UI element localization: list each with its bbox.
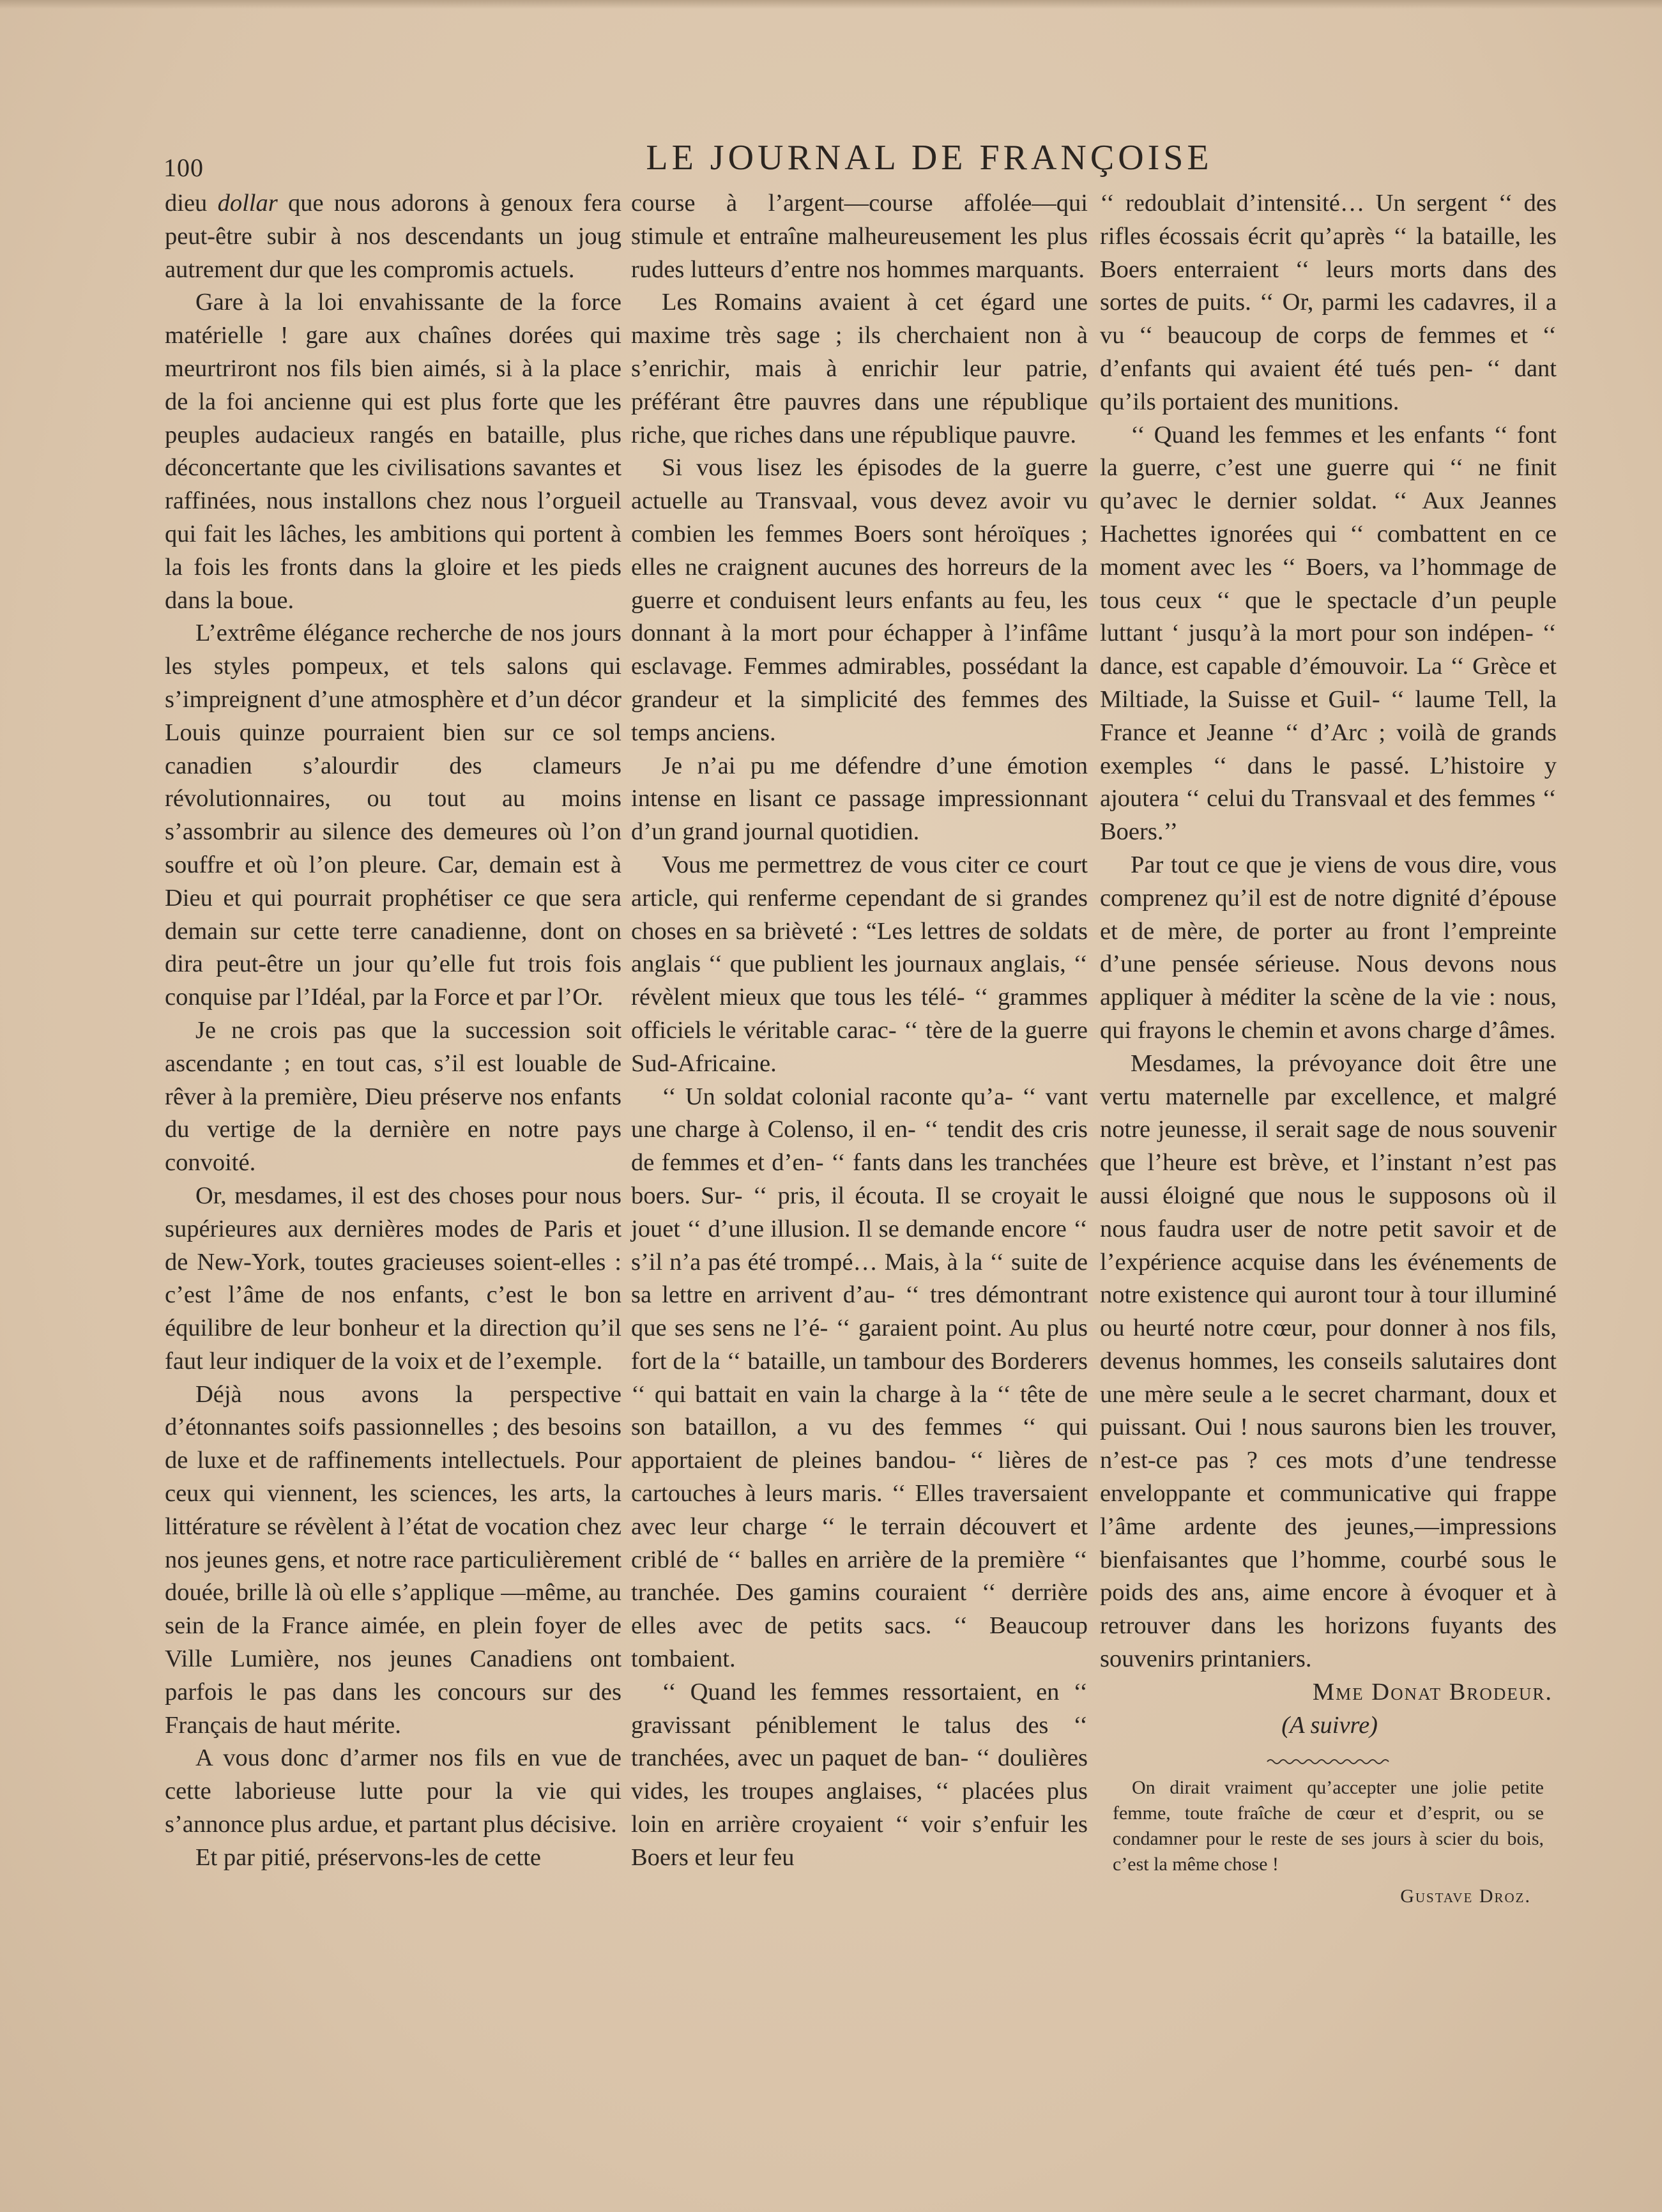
paragraph: Par tout ce que je viens de vous dire, vous comprenez qu’il est de notre dignité d’épouse et de mère, de porter au front l’empreinte d’une pensée sérieuse. Nous devons nous appliquer à méditer la scène de la vie : nous, qui frayons le chemin et avons charge d’âmes.: [1100, 851, 1557, 1044]
paragraph: Si vous lisez les épisodes de la guerre actuelle au Transvaal, vous devez avoir vu combien les femmes Boers sont héroïques ; elles ne craignent aucunes des horreurs de la guerre et conduisent leurs enfants au feu, les donnant à la mort pour échapper à l’infâme esclavage. Femmes admirables, possédant la grandeur et la simplicité des femmes des temps anciens.: [631, 454, 1088, 746]
quoted-paragraph: ‘‘ Quand les femmes et les enfants ‘‘ font la guerre, c’est une guerre qui ‘‘ ne finit qu’avec le dernier soldat. ‘‘ Aux Jeannes Hachettes ignorées qui ‘‘ combattent en ce moment avec les ‘‘ Boers, va l’hommage de tous ceux ‘‘ que le spectacle d’un peuple luttant ‘ jusqu’à la mort pour son indépen- ‘‘ dance, est capable d’émouvoir. La ‘‘ Grèce et Miltiade, la Suisse et Guil- ‘‘ laume Tell, la France et Jeanne ‘‘ d’Arc ; voilà de grands exemples ‘‘ dans le passé. L’histoire y ajoutera ‘‘ celui du Transvaal et des femmes ‘‘ Boers.’’: [1100, 421, 1557, 846]
paragraph: Je ne crois pas que la succession soit ascendante ; en tout cas, s’il est louable de rêver à la première, Dieu préserve nos enfants du vertige de la dernière en notre pays convoité.: [165, 1016, 621, 1177]
text-run: que nous adorons à genoux fera peut-être subir à nos descendants un joug autrement dur que les compromis actuels.: [165, 190, 621, 283]
quoted-paragraph: ‘‘ redoublait d’intensité… Un sergent ‘‘ des rifles écossais écrit qu’après ‘‘ la bataille, les Boers enterraient ‘‘ leurs morts dans des sortes de puits. ‘‘ Or, parmi les cadavres, il a vu ‘‘ beaucoup de corps de femmes et ‘‘ d’enfants qui avaient été tués pen- ‘‘ dant qu’ils portaient des munitions.: [1100, 190, 1557, 415]
paragraph: Je n’ai pu me défendre d’une émotion intense en lisant ce passage impressionnant d’un grand journal quotidien.: [631, 752, 1088, 846]
ornament-divider: [1266, 1757, 1394, 1766]
journal-title: LE JOURNAL DE FRANÇOISE: [646, 138, 1213, 178]
to-be-continued: (A suivre): [1281, 1711, 1378, 1739]
epigram-quote: [1100, 1775, 1557, 1877]
paragraph: Déjà nous avons la perspective d’étonnantes soifs passionnelles ; des besoins de luxe et de raffinements intellectuels. Pour ceux qui viennent, les sciences, les arts, la littérature se révèlent à l’état de vocation chez nos jeunes gens, et notre race particulièrement douée, brille là où elle s’applique —même, au sein de la France aimée, en plein foyer de Ville Lumière, nos jeunes Canadiens ont parfois le pas dans les concours sur des Français de haut mérite.: [165, 1380, 621, 1739]
quoted-paragraph: ‘‘ Un soldat colonial raconte qu’a- ‘‘ vant une charge à Colenso, il en- ‘‘ tendit des cris de femmes et d’en- ‘‘ fants dans les tranchées boers. Sur- ‘‘ pris, il écouta. Il se croyait le jouet ‘‘ d’une illusion. Il se demande encore ‘‘ s’il n’a pas été trompé… Mais, à la ‘‘ suite de sa lettre en arrivent d’au- ‘‘ tres démontrant que ses sens ne l’é- ‘‘ garaient point. Au plus fort de la ‘‘ bataille, un tambour des Borderers ‘‘ qui battait en vain la charge à la ‘‘ tête de son bataillon, a vu des femmes ‘‘ qui apportaient de pleines bandou- ‘‘ lières de cartouches à leurs maris. ‘‘ Elles traversaient avec leur charge ‘‘ le terrain découvert et criblé de ‘‘ balles en arrière de la première ‘‘ tranchée. Des gamins couraient ‘‘ derrière elles avec de petits sacs. ‘‘ Beaucoup tombaient.: [631, 1083, 1088, 1673]
page-top-edge: [0, 0, 1662, 9]
text-column-3: [1100, 187, 1557, 1913]
quoted-paragraph: ‘‘ Quand les femmes ressortaient, en ‘‘ gravissant péniblement le talus des ‘‘ tranchées, avec un paquet de ban- ‘‘ doulières vides, les troupes anglaises, ‘‘ placées plus loin en arrière croyaient ‘‘ voir s’enfuir les Boers et leur feu: [631, 1678, 1088, 1871]
running-header: [160, 137, 1533, 182]
paragraph: Les Romains avaient à cet égard une maxime très sage ; ils cherchaient non à s’enrichir, mais à enrichir leur patrie, préférant être pauvres dans une république riche, que riches dans une république pauvre.: [631, 289, 1088, 448]
paragraph: course à l’argent—course affolée—qui stimule et entraîne malheureusement les plus rudes lutteurs d’entre nos hommes marquants.: [631, 190, 1088, 283]
author-signature: Mme Donat Brodeur.: [1312, 1678, 1553, 1705]
text-run: dieu: [165, 190, 218, 217]
paragraph: A vous donc d’armer nos fils en vue de cette laborieuse lutte pour la vie qui s’annonce plus ardue, et partant plus décisive.: [165, 1744, 621, 1838]
paragraph: Or, mesdames, il est des choses pour nous supérieures aux dernières modes de Paris et de New-York, toutes gracieuses soient-elles : c’est l’âme de nos enfants, c’est le bon équilibre de leur bonheur et la direction qu’il faut leur indiquer de la voix et de l’exemple.: [165, 1182, 621, 1375]
paragraph: Vous me permettrez de vous citer ce court article, qui renferme cependant de si grandes choses en sa brièveté : “Les lettres de soldats anglais ‘‘ que publient les journaux anglais, ‘‘ révèlent mieux que tous les télé- ‘‘ grammes officiels le véritable carac- ‘‘ tère de la guerre Sud-Africaine.: [631, 851, 1088, 1077]
paragraph: Gare à la loi envahissante de la force matérielle ! gare aux chaînes dorées qui meurtriront nos fils bien aimés, si à la place de la foi ancienne qui est plus forte que les peuples audacieux rangés en bataille, plus déconcertante que les civilisations savantes et raffinées, nous installons chez nous l’orgueil qui fait les lâches, les ambitions qui portent à la fois les fronts dans la gloire et les pieds dans la boue.: [165, 289, 621, 614]
epigram-author: Gustave Droz.: [1400, 1886, 1531, 1907]
epigram-text: On dirait vraiment qu’accepter une jolie petite femme, toute fraîche de cœur et d’esprit, ou se condamner pour le reste de ses jours à scier du bois, c’est la même chose !: [1113, 1777, 1544, 1875]
paragraph: Mesdames, la prévoyance doit être une vertu maternelle par excellence, et malgré notre jeunesse, il serait sage de nous souvenir que l’heure est brève, et l’instant n’est pas aussi éloigné que nous le supposons où il nous faudra user de notre petit savoir et de l’expérience acquise dans les événements de notre existence qui auront tour à tour illuminé ou heurté notre cœur, pour donner à nos fils, devenus hommes, les conseils salutaires dont une mère seule a le secret charmant, doux et puissant. Oui ! nous saurons bien les trouver, n’est-ce pas ? ces mots d’une tendresse enveloppante et communicative qui frappe l’âme ardente des jeunes,—impressions bienfaisantes que l’homme, courbé sous le poids des ans, aime encore à évoquer et à retrouver dans les horizons fuyants des souvenirs printaniers.: [1100, 1049, 1557, 1673]
emphasis: dollar: [217, 190, 278, 217]
paragraph: [165, 187, 621, 286]
text-column-1: [165, 187, 621, 1875]
page-number: 100: [164, 153, 204, 182]
paragraph: L’extrême élégance recherche de nos jours les styles pompeux, et tels salons qui s’impreignent d’une atmosphère et d’un décor Louis quinze pourraient bien sur ce sol canadien s’alourdir des clameurs révolutionnaires, ou tout au moins s’assombrir au silence des demeures où l’on souffre et où l’on pleure. Car, demain est à Dieu et qui pourrait prophétiser ce que sera demain sur cette terre canadienne, dont on dira peut-être un jour qu’elle fut trois fois conquise par l’Idéal, par la Force et par l’Or.: [165, 620, 621, 1011]
paragraph: Et par pitié, préservons-les de cette: [195, 1843, 541, 1871]
text-column-2: [631, 187, 1088, 1875]
